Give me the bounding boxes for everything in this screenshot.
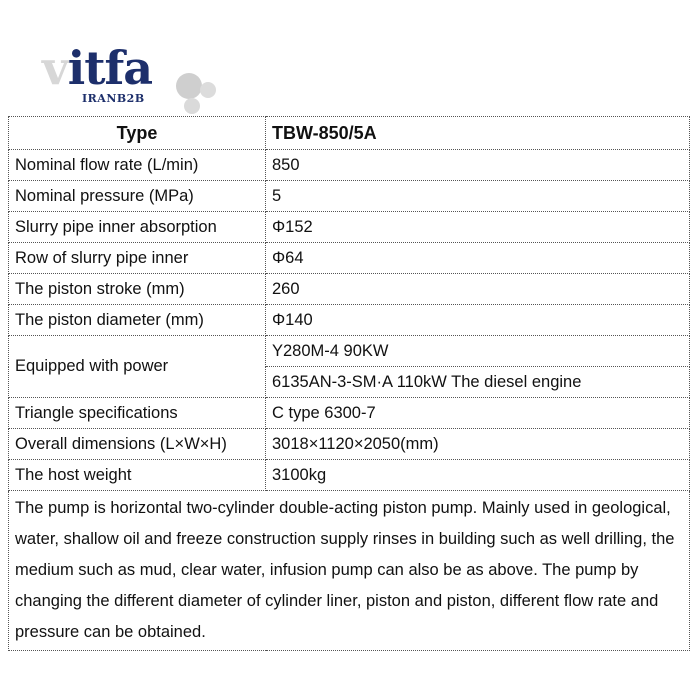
table-row (9, 150, 690, 181)
row-value: Φ64 (266, 243, 690, 274)
row-label: The piston diameter (mm) (9, 305, 266, 336)
row-value: 260 (266, 274, 690, 305)
logo-dot-icon (184, 98, 200, 114)
row-value: Φ140 (266, 305, 690, 336)
specification-table (8, 116, 690, 651)
row-label: Row of slurry pipe inner (9, 243, 266, 274)
row-value: 5 (266, 181, 690, 212)
row-label: Nominal pressure (MPa) (9, 181, 266, 212)
row-label: Overall dimensions (L×W×H) (9, 429, 266, 460)
table-row (9, 274, 690, 305)
header-value-cell: TBW-850/5A (266, 117, 690, 150)
description-text: The pump is horizontal two-cylinder double-acting piston pump. Mainly used in geological, water, shallow oil and freeze construction supply rinses in building such as well drilling, the medium such as mud, clear water, infusion pump can also be as above. The pump by changing the different diameter of cylinder liner, piston and piston, different flow rate and pressure can be obtained. (9, 491, 690, 651)
table-row (9, 460, 690, 491)
table-header-row (9, 117, 690, 150)
logo-subtitle: IRANB2B (82, 92, 145, 105)
row-value: Φ152 (266, 212, 690, 243)
vitfa-logo (42, 40, 212, 118)
logo-dot-icon (200, 82, 216, 98)
row-label: The host weight (9, 460, 266, 491)
power-value-diesel: 6135AN-3-SM·A 110kW The diesel engine (266, 367, 690, 398)
row-label: Slurry pipe inner absorption (9, 212, 266, 243)
logo-wordmark (42, 40, 152, 96)
row-value: C type 6300-7 (266, 398, 690, 429)
row-label: Triangle specifications (9, 398, 266, 429)
row-value: 3018×1120×2050(mm) (266, 429, 690, 460)
table-row (9, 212, 690, 243)
table-row-power (9, 336, 690, 367)
row-label: Nominal flow rate (L/min) (9, 150, 266, 181)
table-row (9, 243, 690, 274)
table-row (9, 398, 690, 429)
table-row (9, 305, 690, 336)
header-label-cell: Type (9, 117, 266, 150)
row-label: The piston stroke (mm) (9, 274, 266, 305)
row-value: 3100kg (266, 460, 690, 491)
table-row (9, 429, 690, 460)
logo-letter-v: v (42, 41, 68, 95)
power-label: Equipped with power (9, 336, 266, 398)
description-row (9, 491, 690, 651)
logo-dot-icon (176, 73, 202, 99)
row-value: 850 (266, 150, 690, 181)
table-row (9, 181, 690, 212)
logo-letters-itfa: itfa (67, 41, 153, 95)
power-value-electric: Y280M-4 90KW (266, 336, 690, 367)
